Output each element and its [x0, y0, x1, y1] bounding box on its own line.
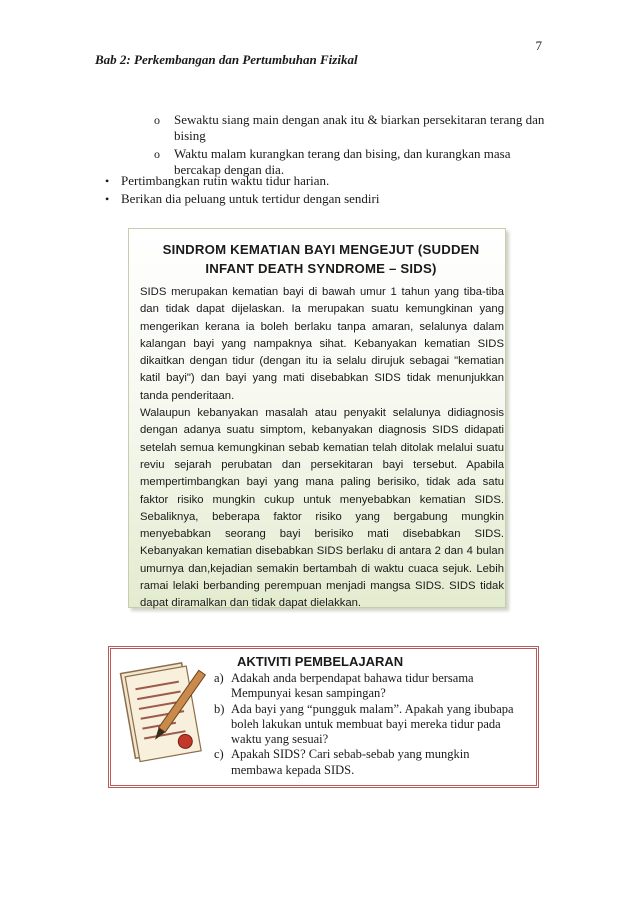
activity-title: AKTIVITI PEMBELAJARAN: [237, 654, 404, 669]
circle-bullet-icon: o: [154, 147, 160, 161]
list-item-text: Pertimbangkan rutin waktu tidur harian.: [121, 173, 330, 188]
sids-box-body: [140, 284, 504, 613]
list-item-text: Waktu malam kurangkan terang dan bising, dan kurangkan masa bercakap dengan dia.: [174, 146, 511, 177]
list-item-text: Berikan dia peluang untuk tertidur dengan sendiri: [121, 191, 380, 206]
document-with-pen-icon: [118, 657, 206, 769]
chapter-title: Bab 2: Perkembangan dan Pertumbuhan Fizikal: [95, 52, 358, 67]
circle-bullet-icon: o: [154, 113, 160, 127]
bullet-icon: •: [105, 192, 110, 206]
bullet-icon: •: [105, 174, 110, 188]
list-item: [104, 172, 544, 190]
list-item: [104, 190, 544, 208]
question-letter: a): [214, 671, 224, 685]
question-text: Apakah SIDS? Cari sebab-sebab yang mungkin membawa kepada SIDS.: [231, 747, 470, 777]
list-item-text: Sewaktu siang main dengan anak itu & biarkan persekitaran terang dan bising: [174, 112, 545, 143]
bullet-list: [104, 172, 544, 208]
activity-question-list: [214, 671, 519, 778]
question-letter: c): [214, 747, 224, 762]
list-item: [214, 671, 519, 702]
list-item: [150, 112, 550, 144]
sids-paragraph-2: Walaupun kebanyakan masalah atau penyakit selalunya didiagnosis dengan adanya suatu simptom, kebanyakan diagnosis SIDS didapati setelah semua kemungkinan sebab kematian telah ditolak melalui suatu reviu sejarah perubatan dan persekitaran bayi tersebut. Apabila mempertimbangkan bayi yang mana paling berisiko, tidak ada satu faktor risiko mungkin cukup untuk menyebabkan kematian SIDS. Sebaliknya, beberapa faktor risiko yang bergabung mungkin menyebabkan seorang bayi berisiko mati disebabkan SIDS. Kebanyakan kematian disebabkan SIDS berlaku di antara 2 dan 4 bulan umurnya dan,kejadian semakin bertambah di waktu cuaca sejuk. Lebih ramai lelaki berbanding perempuan menjadi mangsa SIDS. SIDS tidak dapat diramalkan dan tidak dapat dielakkan.: [140, 407, 504, 610]
sids-paragraph-1: SIDS merupakan kematian bayi di bawah umur 1 tahun yang tiba-tiba dan tidak dapat dijelaskan. Ia merupakan suatu kemungkinan yang mengerikan kerana ia boleh berlaku tanpa amaran, selalunya dalam kalangan bayi yang nampaknya sihat. Kebanyakan kematian SIDS dikaitkan dengan tidur (dengan itu ia selalu dirujuk sebagai "kematian katil bayi") dan bayi yang mati disebabkan SIDS tidak menunjukkan tanda penderitaan.: [140, 286, 504, 402]
page-number: 7: [535, 38, 542, 53]
question-letter: b): [214, 701, 225, 716]
sids-box-title: SINDROM KEMATIAN BAYI MENGEJUT (SUDDEN INFANT DEATH SYNDROME – SIDS): [162, 242, 480, 276]
sub-item-list: [150, 112, 550, 180]
list-item: [214, 747, 519, 778]
question-text: Adakah anda berpendapat bahawa tidur bersama Mempunyai kesan sampingan?: [231, 671, 474, 701]
list-item: [214, 702, 519, 748]
question-text: Ada bayi yang “pungguk malam”. Apakah yang ibubapa boleh lakukan untuk membuat bayi mereka tidur pada waktu yang sesuai?: [231, 701, 514, 747]
